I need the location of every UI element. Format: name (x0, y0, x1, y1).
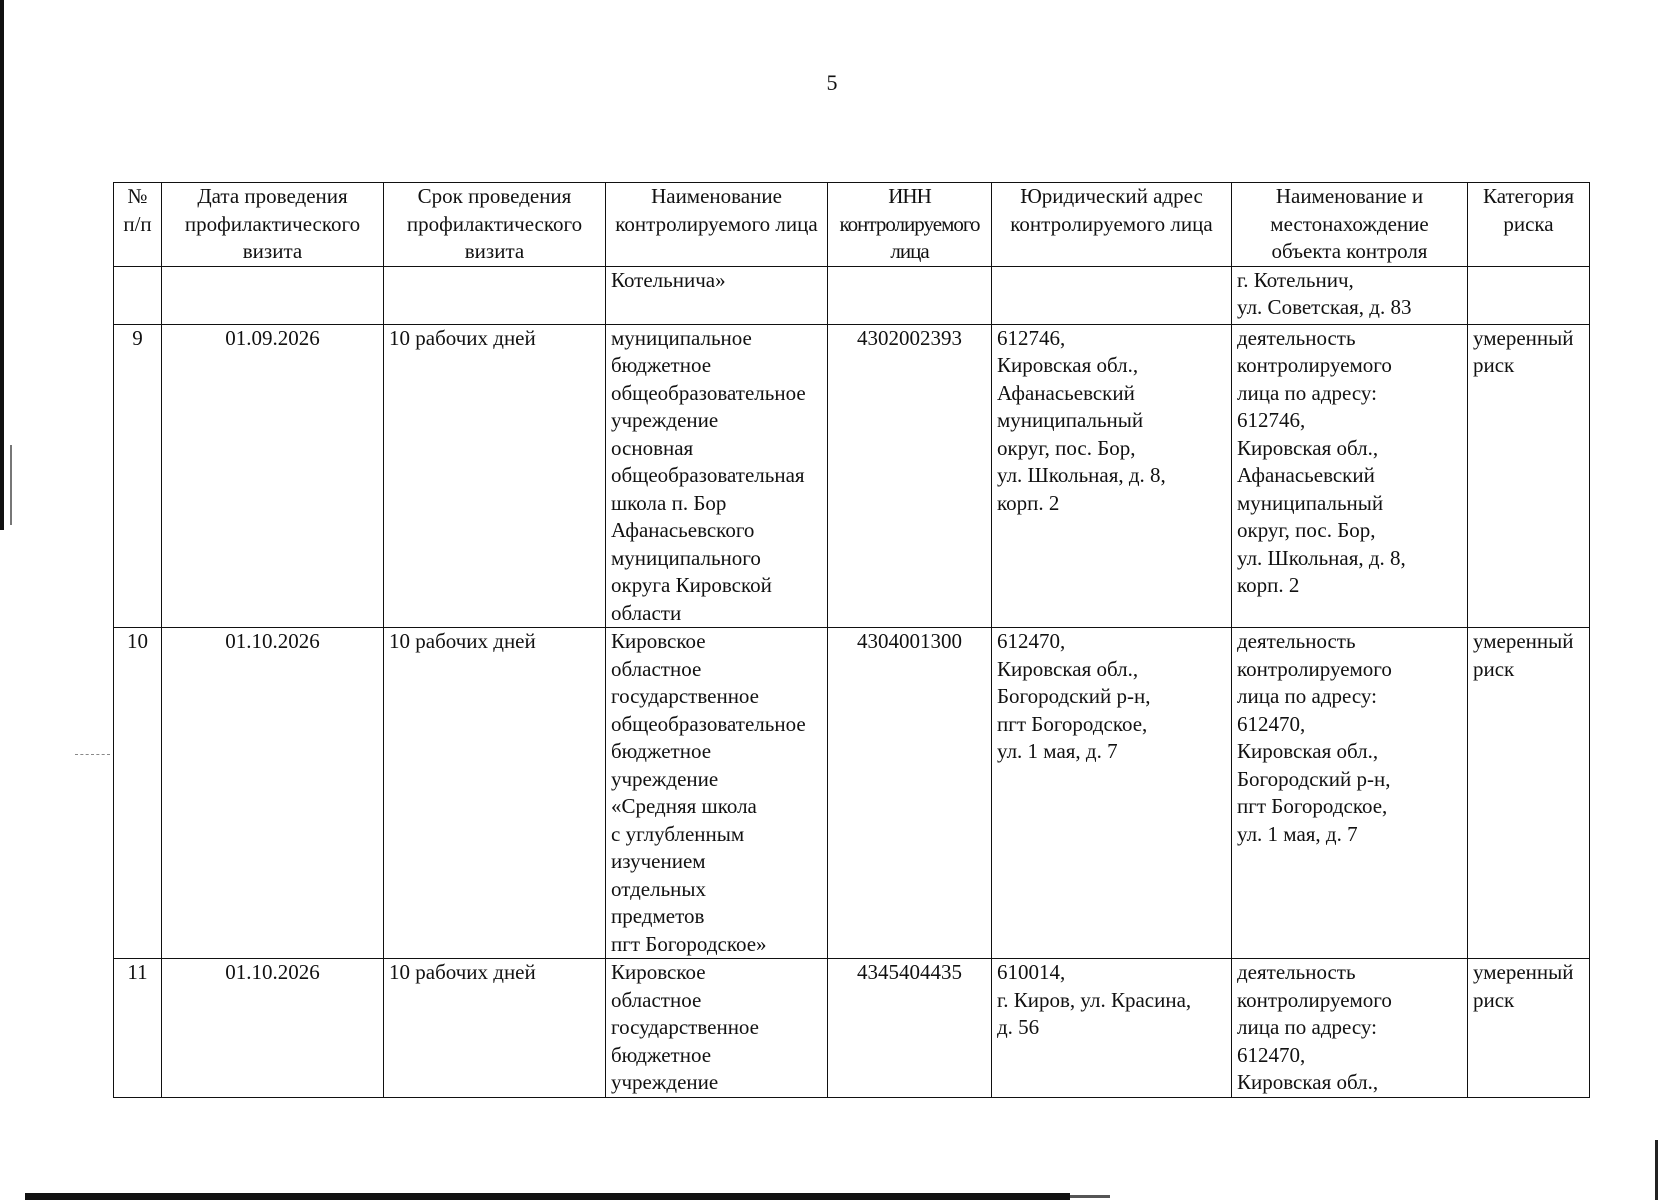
cell-inn: 4345404435 (828, 959, 992, 1098)
cell-inn: 4302002393 (828, 324, 992, 628)
cell-num: 11 (114, 959, 162, 1098)
scan-edge-left-mark (10, 445, 12, 525)
table-row (114, 266, 1590, 324)
cell-num (114, 266, 162, 324)
cell-address (992, 266, 1232, 324)
cell-risk: умеренный риск (1468, 324, 1590, 628)
inspection-schedule-table (113, 182, 1590, 1098)
scan-dash-mark (75, 754, 110, 756)
cell-object: деятельность контролируемого лица по адресу: 612746, Кировская обл., Афанасьевский муниципальный округ, пос. Бор, ул. Школьная, д. 8, корп. 2 (1232, 324, 1468, 628)
cell-object: деятельность контролируемого лица по адресу: 612470, Кировская обл., Богородский р-н, пгт Богородское, ул. 1 мая, д. 7 (1232, 628, 1468, 959)
cell-risk: умеренный риск (1468, 628, 1590, 959)
cell-date: 01.10.2026 (162, 628, 384, 959)
header-address: Юридический адрес контролируемого лица (992, 183, 1232, 267)
cell-inn (828, 266, 992, 324)
cell-object: г. Котельнич, ул. Советская, д. 83 (1232, 266, 1468, 324)
header-name: Наименование контролируемого лица (606, 183, 828, 267)
header-object: Наименование и местонахождение объекта контроля (1232, 183, 1468, 267)
cell-object: деятельность контролируемого лица по адресу: 612470, Кировская обл., (1232, 959, 1468, 1098)
table-row (114, 324, 1590, 628)
header-date: Дата проведения профилактического визита (162, 183, 384, 267)
page-number: 5 (826, 70, 838, 95)
table-header-row (114, 183, 1590, 267)
cell-date: 01.09.2026 (162, 324, 384, 628)
header-num: № п/п (114, 183, 162, 267)
cell-address: 612746, Кировская обл., Афанасьевский муниципальный округ, пос. Бор, ул. Школьная, д. 8, корп. 2 (992, 324, 1232, 628)
header-risk: Категория риска (1468, 183, 1590, 267)
cell-address: 610014, г. Киров, ул. Красина, д. 56 (992, 959, 1232, 1098)
cell-name: Кировское областное государственное бюджетное учреждение (606, 959, 828, 1098)
header-term: Срок проведения профилактического визита (384, 183, 606, 267)
cell-term (384, 266, 606, 324)
cell-num: 9 (114, 324, 162, 628)
cell-address: 612470, Кировская обл., Богородский р-н, пгт Богородское, ул. 1 мая, д. 7 (992, 628, 1232, 959)
cell-name: Котельнича» (606, 266, 828, 324)
table-row (114, 959, 1590, 1098)
cell-term: 10 рабочих дней (384, 628, 606, 959)
cell-inn: 4304001300 (828, 628, 992, 959)
cell-term: 10 рабочих дней (384, 324, 606, 628)
scan-edge-right (1655, 1140, 1658, 1200)
cell-name: Кировское областное государственное общеобразовательное бюджетное учреждение «Средняя школа с углубленным изучением отдельных предметов пгт Богородское» (606, 628, 828, 959)
cell-num: 10 (114, 628, 162, 959)
table-row (114, 628, 1590, 959)
header-inn: ИНН контролируемого лица (828, 183, 992, 267)
cell-name: муниципальное бюджетное общеобразовательное учреждение основная общеобразовательная школа п. Бор Афанасьевского муниципального округа Кировской области (606, 324, 828, 628)
cell-term: 10 рабочих дней (384, 959, 606, 1098)
cell-risk (1468, 266, 1590, 324)
cell-risk: умеренный риск (1468, 959, 1590, 1098)
scan-edge-bottom (25, 1193, 1070, 1200)
scan-edge-bottom-tail (1070, 1195, 1110, 1198)
cell-date (162, 266, 384, 324)
cell-date: 01.10.2026 (162, 959, 384, 1098)
